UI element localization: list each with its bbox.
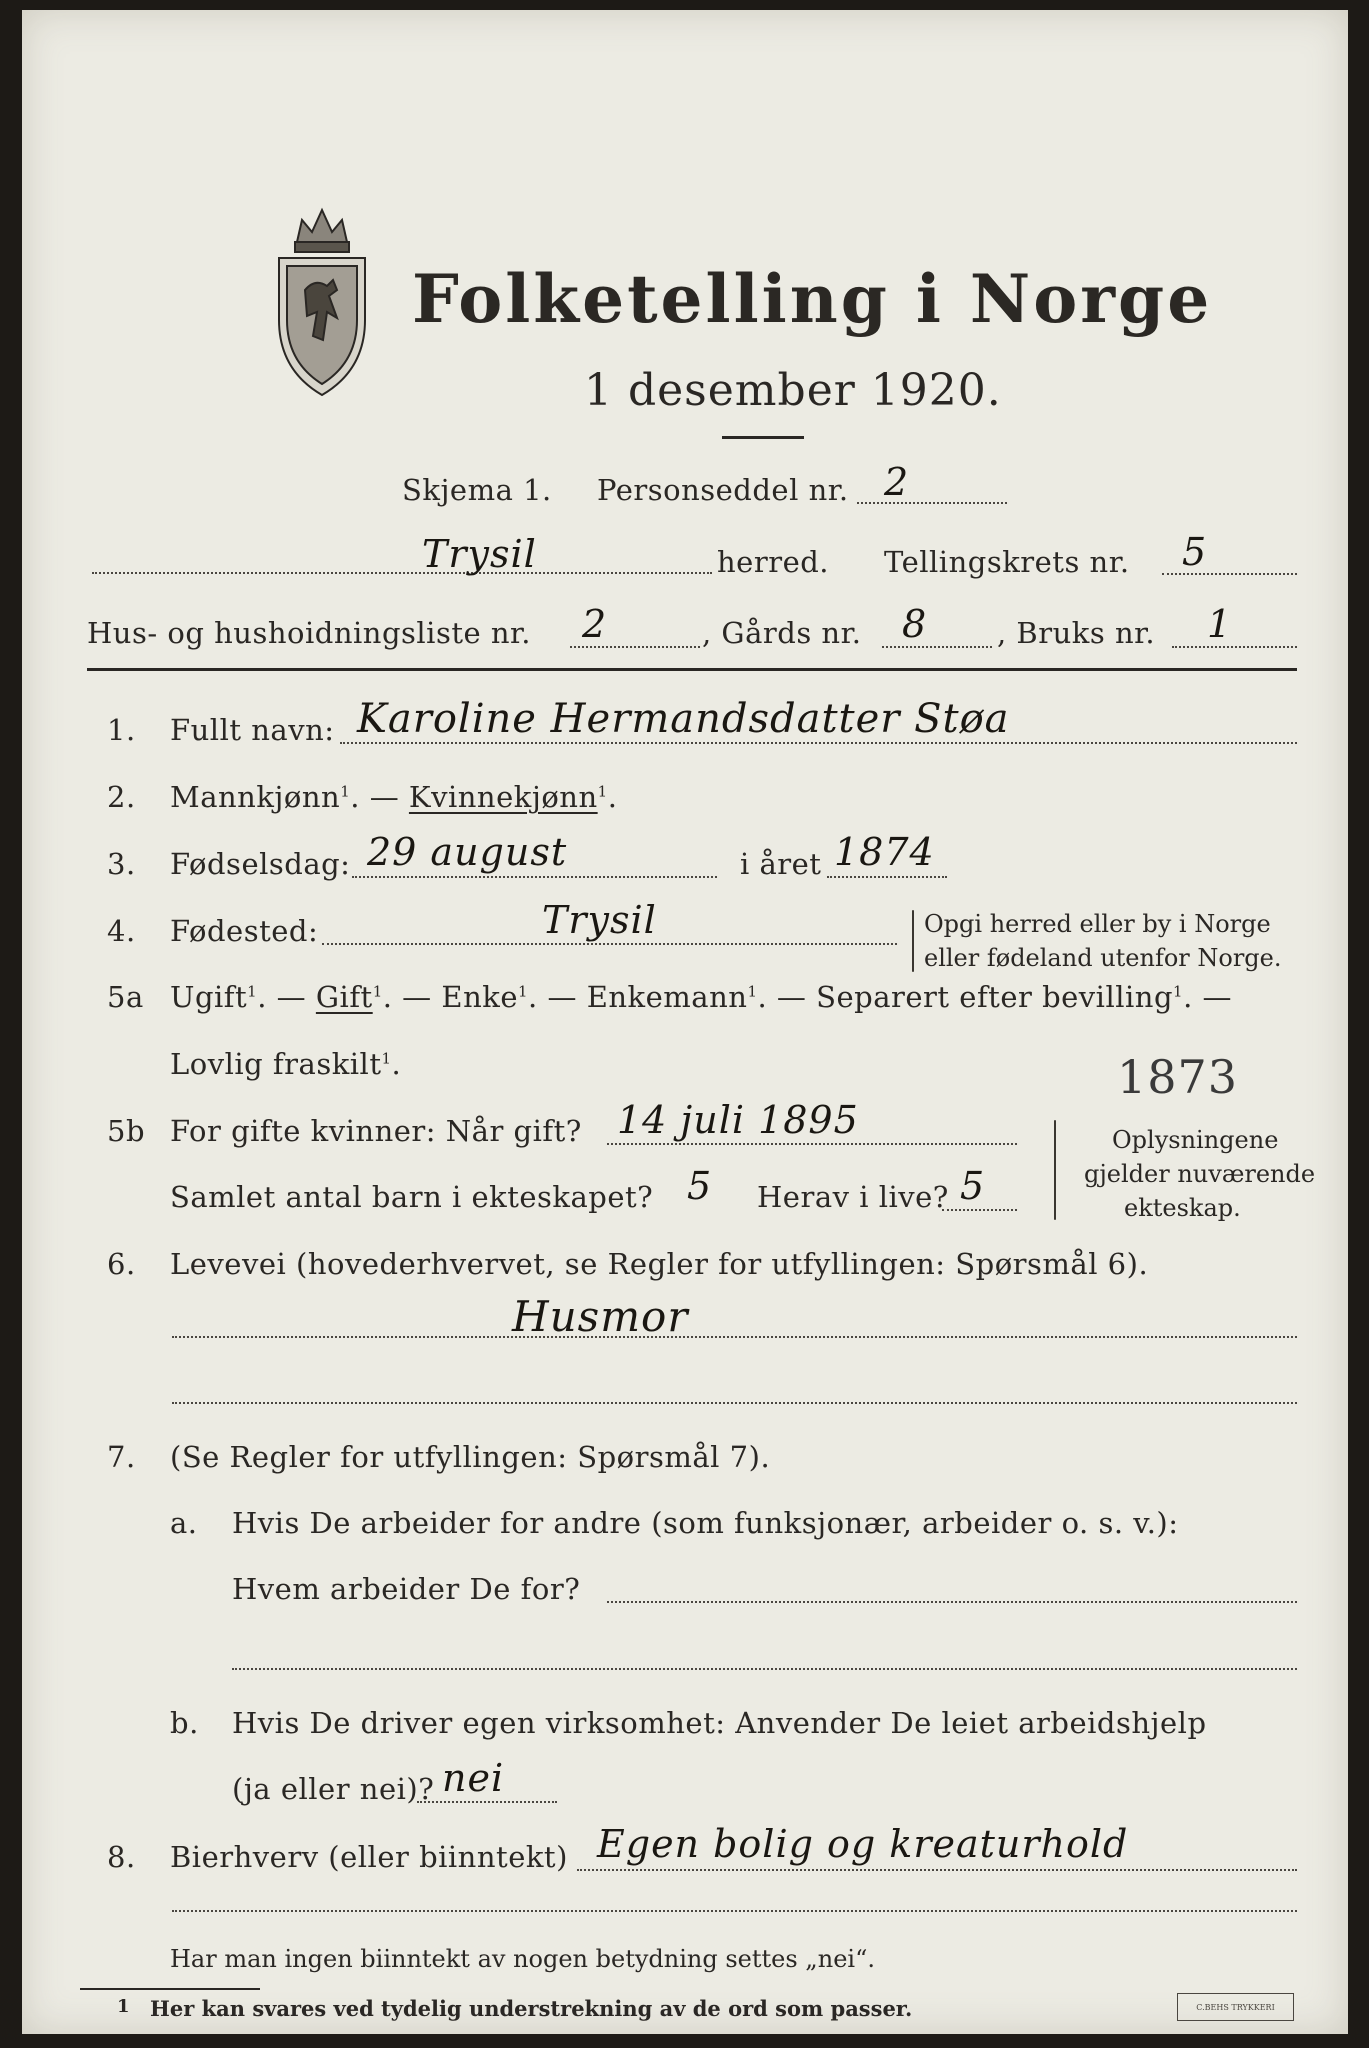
gards-value: 8	[902, 602, 928, 646]
q4-brace	[912, 910, 914, 972]
q7b-number: b.	[170, 1706, 199, 1740]
q6-line	[172, 1336, 1297, 1338]
tellingskrets-value: 5	[1182, 530, 1208, 574]
census-form-sheet	[22, 10, 1348, 2034]
q7a-line	[607, 1601, 1297, 1603]
hus-line	[570, 646, 700, 648]
tellingskrets-label: Tellingskrets nr.	[884, 545, 1130, 579]
q2-kvinne: Kvinnekjønn	[408, 780, 598, 814]
q5b-marriage-date: 14 juli 1895	[617, 1098, 859, 1142]
q1-number: 1.	[107, 713, 136, 747]
personseddel-label: Personseddel nr.	[597, 473, 849, 507]
q5a-enkemann: Enkemann	[586, 980, 748, 1014]
herred-label: herred.	[717, 545, 830, 579]
q5b-ilive-value: 5	[960, 1164, 986, 1208]
herred-line	[92, 572, 712, 574]
skjema-label: Skjema 1.	[402, 473, 552, 507]
bruks-value: 1	[1207, 602, 1233, 646]
q5b-label: For gifte kvinner: Når gift?	[170, 1114, 582, 1148]
q5a-separert: Separert efter bevilling	[816, 980, 1174, 1014]
q5b-ilive-label: Herav i live?	[757, 1180, 949, 1214]
q7a-number: a.	[170, 1506, 198, 1540]
q7-label: (Se Regler for utfyllingen: Spørsmål 7).	[170, 1440, 771, 1474]
q7b-text: Hvis De driver egen virksomhet: Anvender De leiet arbeidshjelp	[232, 1706, 1207, 1740]
q7-number: 7.	[107, 1440, 136, 1474]
q8-line-2	[172, 1910, 1297, 1912]
form-title: Folketelling i Norge	[412, 260, 1213, 338]
q4-line	[322, 943, 897, 945]
q8-line	[577, 1869, 1297, 1871]
q3-year-line	[827, 876, 947, 878]
q6-label: Levevei (hovederhvervet, se Regler for utfyllingen: Spørsmål 6).	[170, 1247, 1149, 1281]
q7a-question: Hvem arbeider De for?	[232, 1572, 581, 1606]
q7b-answer: nei	[442, 1756, 505, 1800]
q7b-line	[417, 1801, 557, 1803]
q5b-ilive-line	[942, 1209, 1017, 1211]
title-divider	[722, 436, 804, 439]
q3-label: Fødselsdag:	[170, 847, 351, 881]
q5a-fraskilt: Lovlig fraskilt$^1$.	[170, 1047, 402, 1081]
bruks-line	[1172, 646, 1297, 648]
q4-number: 4.	[107, 914, 136, 948]
q2-options: Mannkjønn$^1$. — Kvinnekjønn$^1$.	[170, 780, 618, 814]
q8-side-income: Egen bolig og kreaturhold	[597, 1822, 1129, 1866]
q5b-note-3: ekteskap.	[1124, 1194, 1241, 1222]
q7a-text: Hvis De arbeider for andre (som funksjonær, arbeider o. s. v.):	[232, 1506, 1179, 1540]
q5b-line	[607, 1143, 1017, 1145]
q5b-note-1: Oplysningene	[1112, 1126, 1279, 1154]
q3-line	[352, 876, 717, 878]
q6-number: 6.	[107, 1247, 136, 1281]
coat-of-arms-icon	[267, 200, 377, 400]
q5b-number: 5b	[107, 1114, 146, 1148]
q4-birthplace: Trysil	[542, 898, 657, 942]
q1-label: Fullt navn:	[170, 713, 335, 747]
header-rule	[87, 668, 1297, 671]
q7a-line-2	[232, 1668, 1297, 1670]
q2-mann: Mannkjønn	[170, 780, 341, 814]
q7b-question: (ja eller nei)?	[232, 1772, 435, 1806]
q5b-brace	[1054, 1120, 1056, 1220]
footnote-rule	[80, 1988, 260, 1990]
bruks-label: , Bruks nr.	[997, 616, 1156, 650]
personseddel-value: 2	[884, 460, 910, 504]
gards-line	[882, 646, 992, 648]
q2-number: 2.	[107, 780, 136, 814]
footnote-text: Her kan svares ved tydelig understrekning av de ord som passer.	[150, 1996, 913, 2021]
q1-full-name: Karoline Hermandsdatter Støa	[357, 696, 1010, 742]
gards-label: , Gårds nr.	[702, 616, 862, 650]
q3-year: 1874	[834, 830, 935, 874]
q5a-number: 5a	[107, 980, 144, 1014]
q3-birthday: 29 august	[367, 830, 568, 874]
q4-label: Fødested:	[170, 914, 319, 948]
q4-note-1: Opgi herred eller by i Norge	[924, 910, 1271, 938]
margin-note-year: 1873	[1117, 1050, 1239, 1104]
q5b-note-2: gjelder nuværende	[1084, 1160, 1316, 1188]
census-date: 1 desember 1920.	[584, 365, 1002, 416]
hus-value: 2	[582, 602, 608, 646]
q5a-ugift: Ugift	[170, 980, 248, 1014]
q6-occupation: Husmor	[512, 1292, 689, 1341]
q5a-gift: Gift	[315, 980, 373, 1014]
q5b-barn-value: 5	[687, 1164, 713, 1208]
hus-label: Hus- og hushoidningsliste nr.	[87, 616, 531, 650]
q3-number: 3.	[107, 847, 136, 881]
q5a-options: Ugift$^1$. — Gift$^1$. — Enke$^1$. — Enkemann$^1$. — Separert efter bevilling$^1$. —	[170, 980, 1233, 1014]
q4-note-2: eller fødeland utenfor Norge.	[924, 944, 1282, 972]
q8-label: Bierhverv (eller biinntekt)	[170, 1840, 568, 1874]
q5a-enke: Enke	[441, 980, 518, 1014]
personseddel-line	[857, 502, 1007, 504]
q3-year-label: i året	[740, 847, 822, 881]
q8-number: 8.	[107, 1840, 136, 1874]
q1-line	[340, 742, 1297, 744]
footer-note: Har man ingen biinntekt av nogen betydning settes „nei“.	[170, 1945, 875, 1973]
q5b-barn-label: Samlet antal barn i ekteskapet?	[170, 1180, 654, 1214]
herred-value: Trysil	[422, 532, 537, 576]
q6-line-2	[172, 1402, 1297, 1404]
footnote-mark: 1	[117, 1996, 130, 2017]
printer-stamp: C.BEHS TRYKKERI	[1177, 1993, 1294, 2021]
